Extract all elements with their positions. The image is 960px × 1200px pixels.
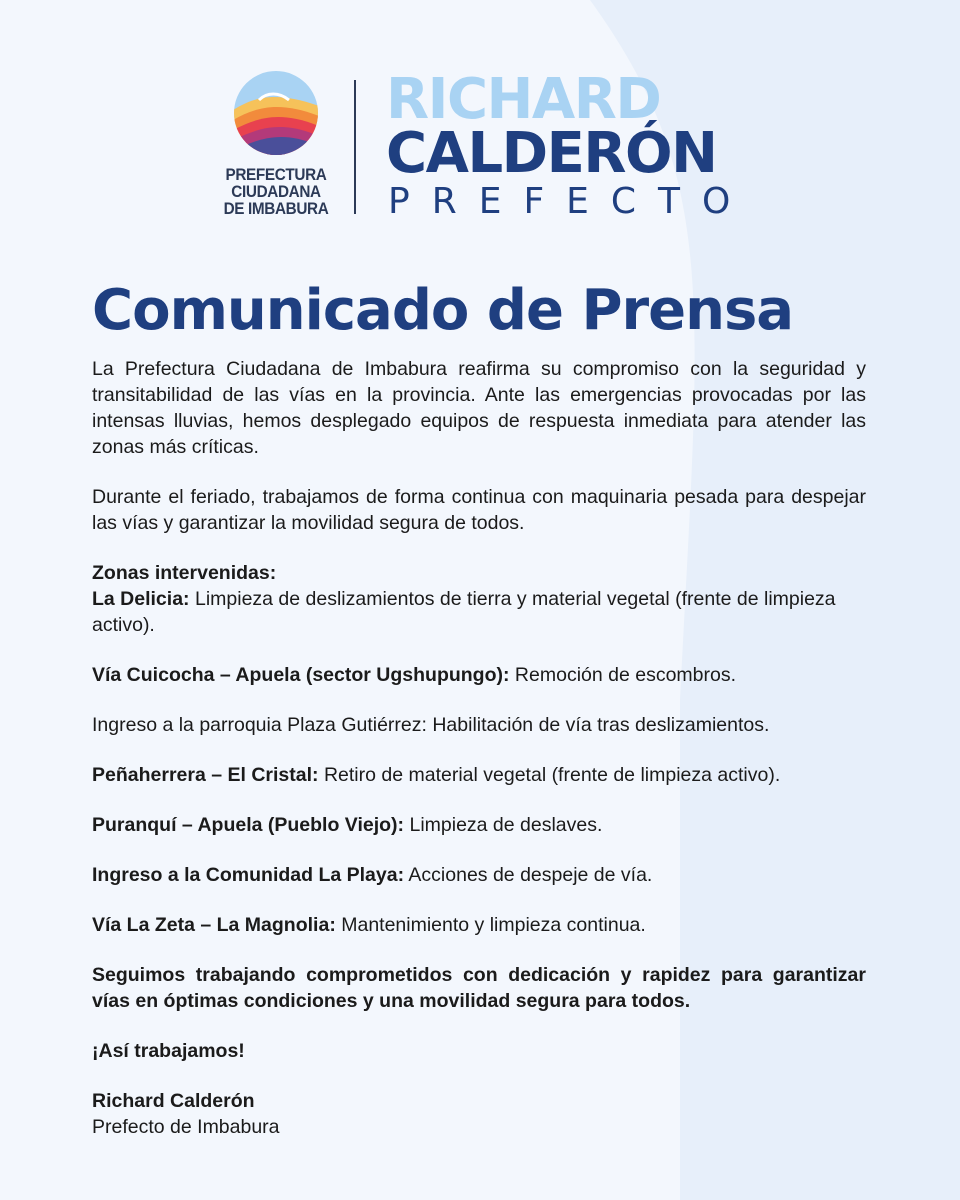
zone-description: Mantenimiento y limpieza continua. [341,914,646,936]
zone-item [92,812,866,838]
zone-name: Vía La Zeta – La Magnolia: [92,914,336,936]
prefectura-logo-icon [233,70,319,156]
zone-description: Retiro de material vegetal (frente de limpieza activo). [323,764,781,786]
header-divider [354,80,356,214]
zone-item [92,862,866,888]
name-first: RICHARD [386,67,661,132]
zone-description: Limpieza de deslizamientos de tierra y material vegetal (frente de limpieza activo). [92,588,836,636]
zone-description: Acciones de despeje de vía. [408,864,653,886]
zone-name: Puranquí – Apuela (Pueblo Viejo): [92,814,405,836]
zone-item [92,586,866,638]
zone-item [92,662,866,688]
signature-name: Richard Calderón [92,1090,255,1112]
press-release-body [92,356,866,1140]
intro-paragraph: La Prefectura Ciudadana de Imbabura reafirma su compromiso con la seguridad y transitabilidad de las vías en la provincia. Ante las emergencias provocadas por las intensas lluvias, hemos desplegado equipos de respuesta inmediata para atender las zonas más críticas. [92,358,866,458]
zone-name: Ingreso a la Comunidad La Playa: [92,864,405,886]
zone-item [92,912,866,938]
closing-paragraph: Seguimos trabajando comprometidos con dedicación y rapidez para garantizar vías en óptimas condiciones y una movilidad segura para todos. [92,964,866,1012]
zone-item [92,762,866,788]
zone-name: Vía Cuicocha – Apuela (sector Ugshupungo): [92,664,510,686]
zones-heading: Zonas intervenidas: [92,562,277,584]
page-title: Comunicado de Prensa [92,278,794,343]
signature-title: Prefecto de Imbabura [92,1116,280,1138]
zone-name: Peñaherrera – El Cristal: [92,764,319,786]
zone-description: Remoción de escombros. [514,664,737,686]
holiday-paragraph: Durante el feriado, trabajamos de forma continua con maquinaria pesada para despejar las vías y garantizar la movilidad segura de todos. [92,486,866,534]
zone-name: La Delicia: [92,588,190,610]
org-line: CIUDADANA [231,182,321,201]
zone-description: Limpieza de deslaves. [409,814,603,836]
header [0,0,960,240]
org-line: PREFECTURA [225,165,327,184]
zone-item [92,712,866,738]
role-label: PREFECTO [388,181,753,222]
zone-description: Ingreso a la parroquia Plaza Gutiérrez: Habilitación de vía tras deslizamientos. [92,714,770,736]
slogan: ¡Así trabajamos! [92,1040,245,1062]
name-last: CALDERÓN [386,121,717,186]
organization-name [215,166,337,217]
org-line: DE IMBABURA [223,199,329,218]
